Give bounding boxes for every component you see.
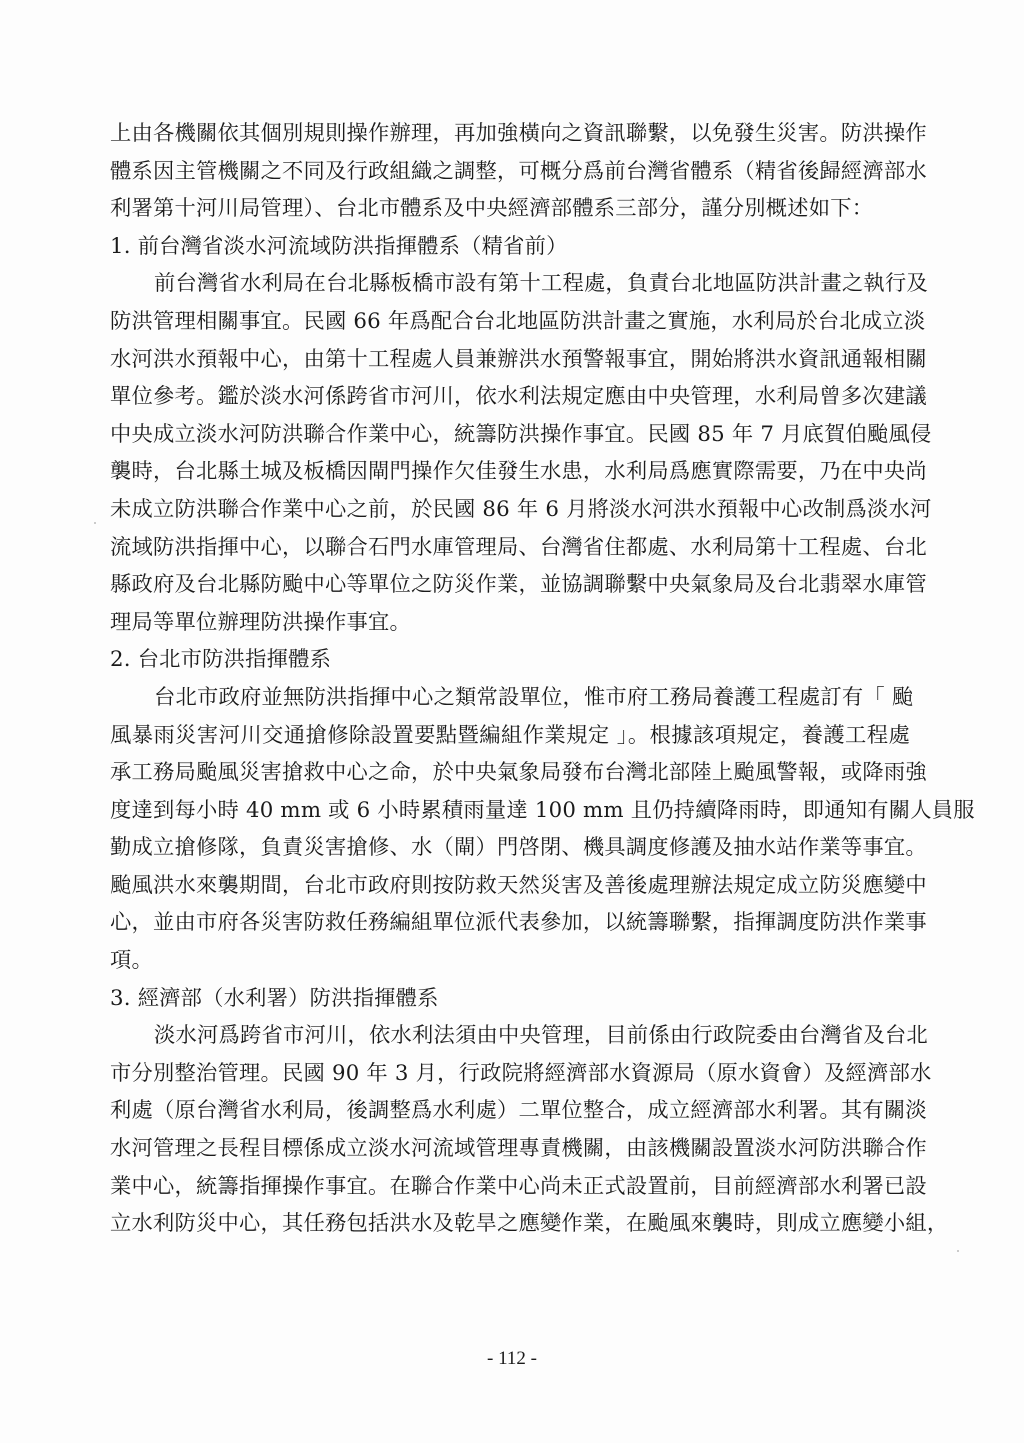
paragraph-1-line: 未成立防洪聯合作業中心之前，於民國 86 年 6 月將淡水河洪水預報中心改制爲淡水河 — [110, 496, 932, 522]
paragraph-3-line: 淡水河爲跨省市河川，依水利法須由中央管理，目前係由行政院委由台灣省及台北 — [154, 1023, 928, 1049]
paragraph-2-line: 承工務局颱風災害搶救中心之命，於中央氣象局發布台灣北部陸上颱風警報，或降雨強 — [110, 760, 927, 786]
paragraph-1-line: 理局等單位辦理防洪操作事宜。 — [110, 609, 411, 635]
section-heading-1: 1. 前台灣省淡水河流域防洪指揮體系（精省前） — [110, 233, 568, 259]
paragraph-1-line: 縣政府及台北縣防颱中心等單位之防災作業，並協調聯繫中央氣象局及台北翡翠水庫管 — [110, 572, 927, 598]
paragraph-3-line: 水河管理之長程目標係成立淡水河流域管理專責機關，由該機關設置淡水河防洪聯合作 — [110, 1136, 927, 1162]
text-line: 上由各機關依其個別規則操作辦理，再加強橫向之資訊聯繫，以免發生災害。防洪操作 — [110, 121, 927, 146]
paragraph-2-line: 度達到每小時 40 mm 或 6 小時累積雨量達 100 mm 且仍持續降雨時，即通知有關人員服 — [110, 797, 975, 823]
paragraph-1-line: 流域防洪指揮中心，以聯合石門水庫管理局、台灣省住都處、水利局第十工程處、台北 — [110, 534, 927, 560]
paragraph-1-line: 水河洪水預報中心，由第十工程處人員兼辦洪水預警報事宜，開始將洪水資訊通報相關 — [110, 346, 927, 372]
paragraph-3-line: 利處（原台灣省水利局，後調整爲水利處）二單位整合，成立經濟部水利署。其有關淡 — [110, 1098, 927, 1124]
scan-speck — [957, 1250, 959, 1252]
scan-speck — [94, 522, 96, 524]
paragraph-2-line: 颱風洪水來襲期間，台北市政府則按防救天然災害及善後處理辦法規定成立防災應變中 — [110, 872, 927, 898]
section-heading-3: 3. 經濟部（水利署）防洪指揮體系 — [110, 985, 439, 1011]
paragraph-1-line: 中央成立淡水河防洪聯合作業中心，統籌防洪操作事宜。民國 85 年 7 月底賀伯颱風侵 — [110, 421, 932, 447]
paragraph-1-line: 前台灣省水利局在台北縣板橋市設有第十工程處，負責台北地區防洪計畫之執行及 — [154, 271, 928, 297]
text-line: 利署第十河川局管理）、台北市體系及中央經濟部體系三部分，謹分別概述如下： — [110, 196, 874, 222]
paragraph-2-line: 項。 — [110, 948, 153, 974]
page-number: - 112 - — [487, 1348, 537, 1369]
paragraph-2-line: 風暴雨災害河川交通搶修除設置要點暨編組作業規定 」。根據該項規定，養護工程處 — [110, 722, 910, 748]
paragraph-1-line: 襲時，台北縣土城及板橋因閘門操作欠佳發生水患，水利局爲應實際需要，乃在中央尚 — [110, 459, 927, 485]
paragraph-1-line: 防洪管理相關事宜。民國 66 年爲配合台北地區防洪計畫之實施，水利局於台北成立淡 — [110, 308, 926, 334]
paragraph-1-line: 單位參考。鑑於淡水河係跨省市河川，依水利法規定應由中央管理，水利局曾多次建議 — [110, 384, 927, 410]
paragraph-3-line: 業中心，統籌指揮操作事宜。在聯合作業中心尚未正式設置前，目前經濟部水利署已設 — [110, 1173, 927, 1199]
paragraph-3-line: 立水利防災中心，其任務包括洪水及乾旱之應變作業，在颱風來襲時，則成立應變小組， — [110, 1211, 949, 1237]
text-line: 體系因主管機關之不同及行政組織之調整，可概分爲前台灣省體系（精省後歸經濟部水 — [110, 158, 927, 184]
paragraph-2-line: 心，並由市府各災害防救任務編組單位派代表參加，以統籌聯繫，指揮調度防洪作業事 — [110, 910, 927, 936]
section-heading-2: 2. 台北市防洪指揮體系 — [110, 647, 332, 673]
paragraph-2-line: 台北市政府並無防洪指揮中心之類常設單位，惟市府工務局養護工程處訂有「 颱 — [154, 684, 914, 710]
body-text — [110, 115, 975, 1243]
paragraph-3-line: 市分別整治管理。民國 90 年 3 月，行政院將經濟部水資源局（原水資會）及經濟部水 — [110, 1060, 932, 1086]
paragraph-2-line: 勤成立搶修隊，負責災害搶修、水（閘）門啓閉、機具調度修護及抽水站作業等事宜。 — [110, 835, 927, 861]
